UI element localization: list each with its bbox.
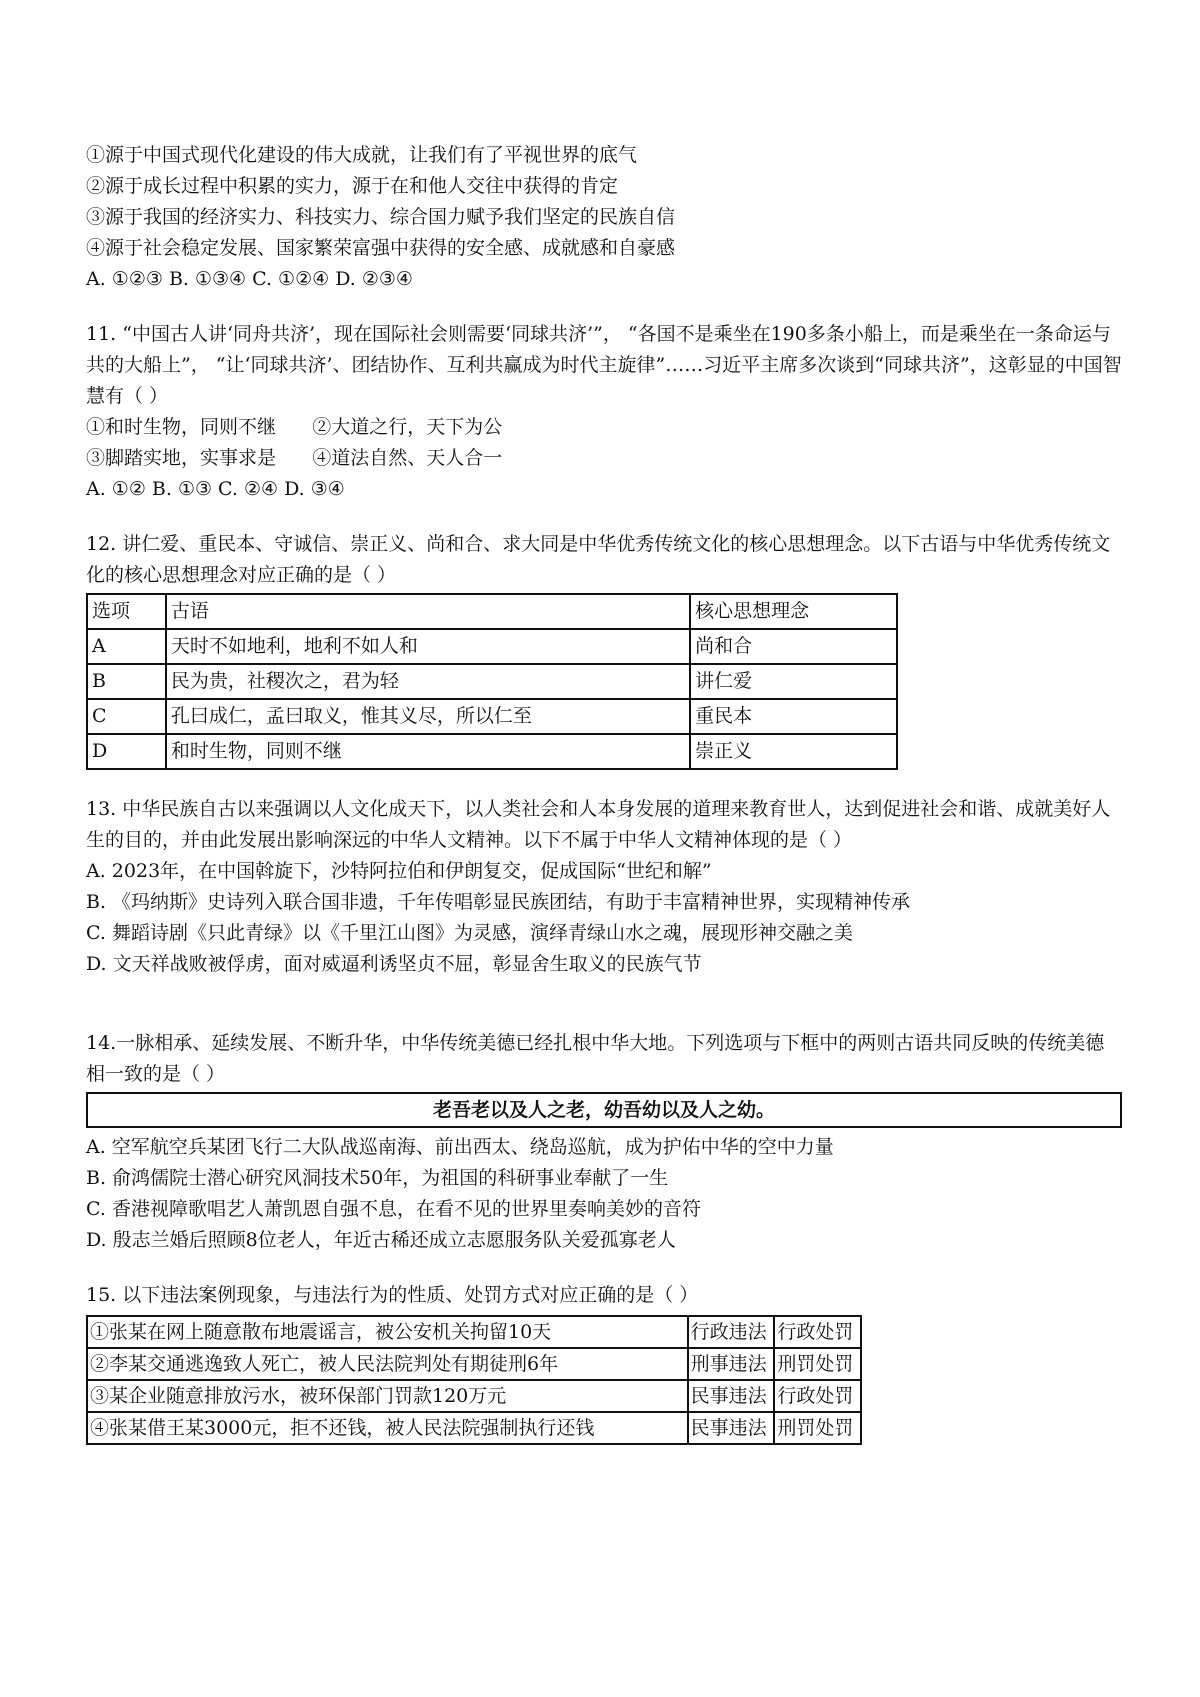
table-row	[87, 1380, 861, 1412]
violation-type: 行政违法	[688, 1316, 775, 1348]
q13-stem: 13. 中华民族自古以来强调以人文化成天下，以人类社会和人本身发展的道理来教育世人，达到促进社会和谐、成就美好人生的目的，并由此发展出影响深远的中华人文精神。以下不属于中华人文精神体现的是（ ）	[86, 798, 1111, 851]
q14-option-d: D. 殷志兰婚后照顾8位老人，年近古稀还成立志愿服务队关爱孤寡老人	[86, 1229, 676, 1251]
q13-option-b: B. 《玛纳斯》史诗列入联合国非遗，千年传唱彰显民族团结，有助于丰富精神世界，实现精神传承	[86, 891, 911, 913]
q10-choices: A. ①②③ B. ①③④ C. ①②④ D. ②③④	[86, 268, 413, 290]
table-row	[87, 734, 897, 769]
header-concept: 核心思想理念	[690, 594, 897, 629]
row-concept: 重民本	[690, 699, 897, 734]
row-option: D	[87, 734, 166, 769]
case-description: ②李某交通逃逸致人死亡，被人民法院判处有期徒刑6年	[87, 1348, 688, 1380]
header-option: 选项	[87, 594, 166, 629]
table-header-row	[87, 594, 897, 629]
case-description: ④张某借王某3000元，拒不还钱，被人民法院强制执行还钱	[87, 1412, 688, 1444]
header-saying: 古语	[166, 594, 690, 629]
question-10	[86, 140, 1122, 295]
q14-option-b: B. 俞鸿儒院士潜心研究风洞技术50年，为祖国的科研事业奉献了一生	[86, 1167, 669, 1189]
q11-options-row-2: ③脚踏实地，实事求是 ④道法自然、天人合一	[86, 447, 503, 469]
table-row	[87, 1412, 861, 1444]
row-option: C	[87, 699, 166, 734]
question-15	[86, 1280, 1122, 1445]
q12-stem: 12. 讲仁爱、重民本、守诚信、崇正义、尚和合、求大同是中华优秀传统文化的核心思想理念。以下古语与中华优秀传统文化的核心思想理念对应正确的是（ ）	[86, 533, 1111, 586]
question-12	[86, 529, 1122, 770]
penalty-type: 刑罚处罚	[774, 1412, 861, 1444]
penalty-type: 行政处罚	[774, 1316, 861, 1348]
q11-options-row-1: ①和时生物，同则不继 ②大道之行，天下为公	[86, 416, 503, 438]
exam-page	[86, 140, 1122, 1445]
q11-choices: A. ①② B. ①③ C. ②④ D. ③④	[86, 478, 345, 500]
q15-table	[86, 1315, 862, 1445]
row-concept: 崇正义	[690, 734, 897, 769]
violation-type: 刑事违法	[688, 1348, 775, 1380]
penalty-type: 刑罚处罚	[774, 1348, 861, 1380]
table-row	[87, 664, 897, 699]
table-row	[87, 1348, 861, 1380]
table-row	[87, 699, 897, 734]
question-11	[86, 319, 1122, 505]
violation-type: 民事违法	[688, 1412, 775, 1444]
q10-option-3: ③源于我国的经济实力、科技实力、综合国力赋予我们坚定的民族自信	[86, 206, 676, 228]
violation-type: 民事违法	[688, 1380, 775, 1412]
q13-option-a: A. 2023年，在中国斡旋下，沙特阿拉伯和伊朗复交，促成国际“世纪和解”	[86, 860, 712, 882]
row-saying: 民为贵，社稷次之，君为轻	[166, 664, 690, 699]
row-option: A	[87, 629, 166, 664]
penalty-type: 行政处罚	[774, 1380, 861, 1412]
table-row	[87, 629, 897, 664]
case-description: ③某企业随意排放污水，被环保部门罚款120万元	[87, 1380, 688, 1412]
row-saying: 孔曰成仁，孟曰取义，惟其义尽，所以仁至	[166, 699, 690, 734]
q14-stem: 14.一脉相承、延续发展、不断升华，中华传统美德已经扎根中华大地。下列选项与下框中的两则古语共同反映的传统美德相一致的是（ ）	[86, 1032, 1105, 1085]
q14-quote-box: 老吾老以及人之老，幼吾幼以及人之幼。	[86, 1092, 1122, 1128]
table-row	[87, 1316, 861, 1348]
q10-option-4: ④源于社会稳定发展、国家繁荣富强中获得的安全感、成就感和自豪感	[86, 237, 676, 259]
q11-stem: 11. “中国古人讲‘同舟共济’，现在国际社会则需要‘同球共济’”， “各国不是乘坐在190多条小船上，而是乘坐在一条命运与共的大船上”， “让‘同球共济’、团结协作、互利共赢成为时代主旋律”……习近平主席多次谈到“同球共济”，这彰显的中国智慧有（ ）	[86, 323, 1122, 407]
row-concept: 尚和合	[690, 629, 897, 664]
row-saying: 和时生物，同则不继	[166, 734, 690, 769]
q10-option-1: ①源于中国式现代化建设的伟大成就，让我们有了平视世界的底气	[86, 144, 638, 166]
row-saying: 天时不如地利，地利不如人和	[166, 629, 690, 664]
row-concept: 讲仁爱	[690, 664, 897, 699]
q13-option-c: C. 舞蹈诗剧《只此青绿》以《千里江山图》为灵感，演绎青绿山水之魂，展现形神交融之美	[86, 922, 853, 944]
question-13	[86, 794, 1122, 980]
q14-option-a: A. 空军航空兵某团飞行二大队战巡南海、前出西太、绕岛巡航，成为护佑中华的空中力量	[86, 1136, 834, 1158]
row-option: B	[87, 664, 166, 699]
q12-table	[86, 593, 898, 770]
q13-option-d: D. 文天祥战败被俘虏，面对威逼利诱坚贞不屈，彰显舍生取义的民族气节	[86, 953, 702, 975]
question-14	[86, 1028, 1122, 1256]
q10-option-2: ②源于成长过程中积累的实力，源于在和他人交往中获得的肯定	[86, 175, 619, 197]
case-description: ①张某在网上随意散布地震谣言，被公安机关拘留10天	[87, 1316, 688, 1348]
q15-stem: 15. 以下违法案例现象，与违法行为的性质、处罚方式对应正确的是（ ）	[86, 1284, 699, 1306]
q14-option-c: C. 香港视障歌唱艺人萧凯恩自强不息，在看不见的世界里奏响美妙的音符	[86, 1198, 701, 1220]
